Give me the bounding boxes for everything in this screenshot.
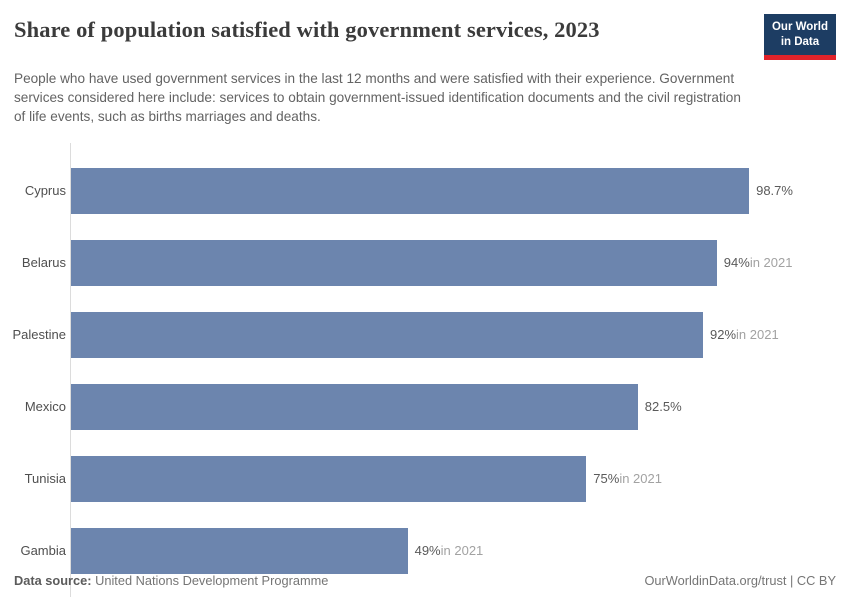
owid-logo (764, 14, 836, 60)
value-year-suffix: in 2021 (749, 255, 793, 271)
bar (71, 456, 586, 502)
country-label: Belarus (21, 255, 66, 271)
footer (0, 573, 850, 588)
bar (71, 312, 703, 358)
value-label (645, 399, 682, 414)
bar-row (24, 443, 836, 515)
credit-line: OurWorldinData.org/trust | CC BY (644, 573, 836, 588)
bar (71, 168, 749, 214)
header (0, 0, 850, 60)
value-year-suffix: in 2021 (736, 327, 779, 343)
country-label: Cyprus (24, 183, 66, 199)
value-number: 49% (414, 543, 441, 559)
bar-row (24, 371, 836, 443)
value-label (756, 183, 793, 198)
bar (71, 240, 717, 286)
chart-subtitle: People who have used government services in the last 12 months and were satisfied with their experience. Government services considered here include: services to obtain government-issued identification documents and the civil registration of life events, such as births marriages and deaths. (14, 70, 741, 125)
country-label: Tunisia (24, 471, 66, 487)
bar (71, 384, 638, 430)
data-source (14, 573, 328, 588)
bar-row (21, 227, 836, 299)
page-title: Share of population satisfied with government services, 2023 (14, 17, 600, 42)
value-label (593, 471, 662, 486)
owid-logo-line2: in Data (780, 35, 820, 48)
value-number: 92% (710, 327, 737, 343)
value-number: 82.5% (644, 399, 682, 415)
bar-row (12, 299, 836, 371)
country-label: Mexico (24, 399, 66, 415)
bar-chart (14, 143, 836, 597)
value-number: 94% (723, 255, 750, 271)
value-year-suffix: in 2021 (440, 543, 484, 559)
bar (71, 528, 408, 574)
bar-row (24, 155, 836, 227)
value-number: 75% (593, 471, 620, 487)
data-source-value: United Nations Development Programme (91, 573, 329, 588)
value-year-suffix: in 2021 (619, 471, 662, 487)
value-label (710, 327, 779, 342)
value-label (724, 255, 793, 270)
value-number: 98.7% (756, 183, 793, 199)
data-source-label: Data source: (14, 573, 92, 588)
value-label (415, 543, 484, 558)
country-label: Gambia (20, 543, 66, 559)
owid-logo-line1: Our World (771, 21, 828, 33)
country-label: Palestine (12, 327, 66, 343)
